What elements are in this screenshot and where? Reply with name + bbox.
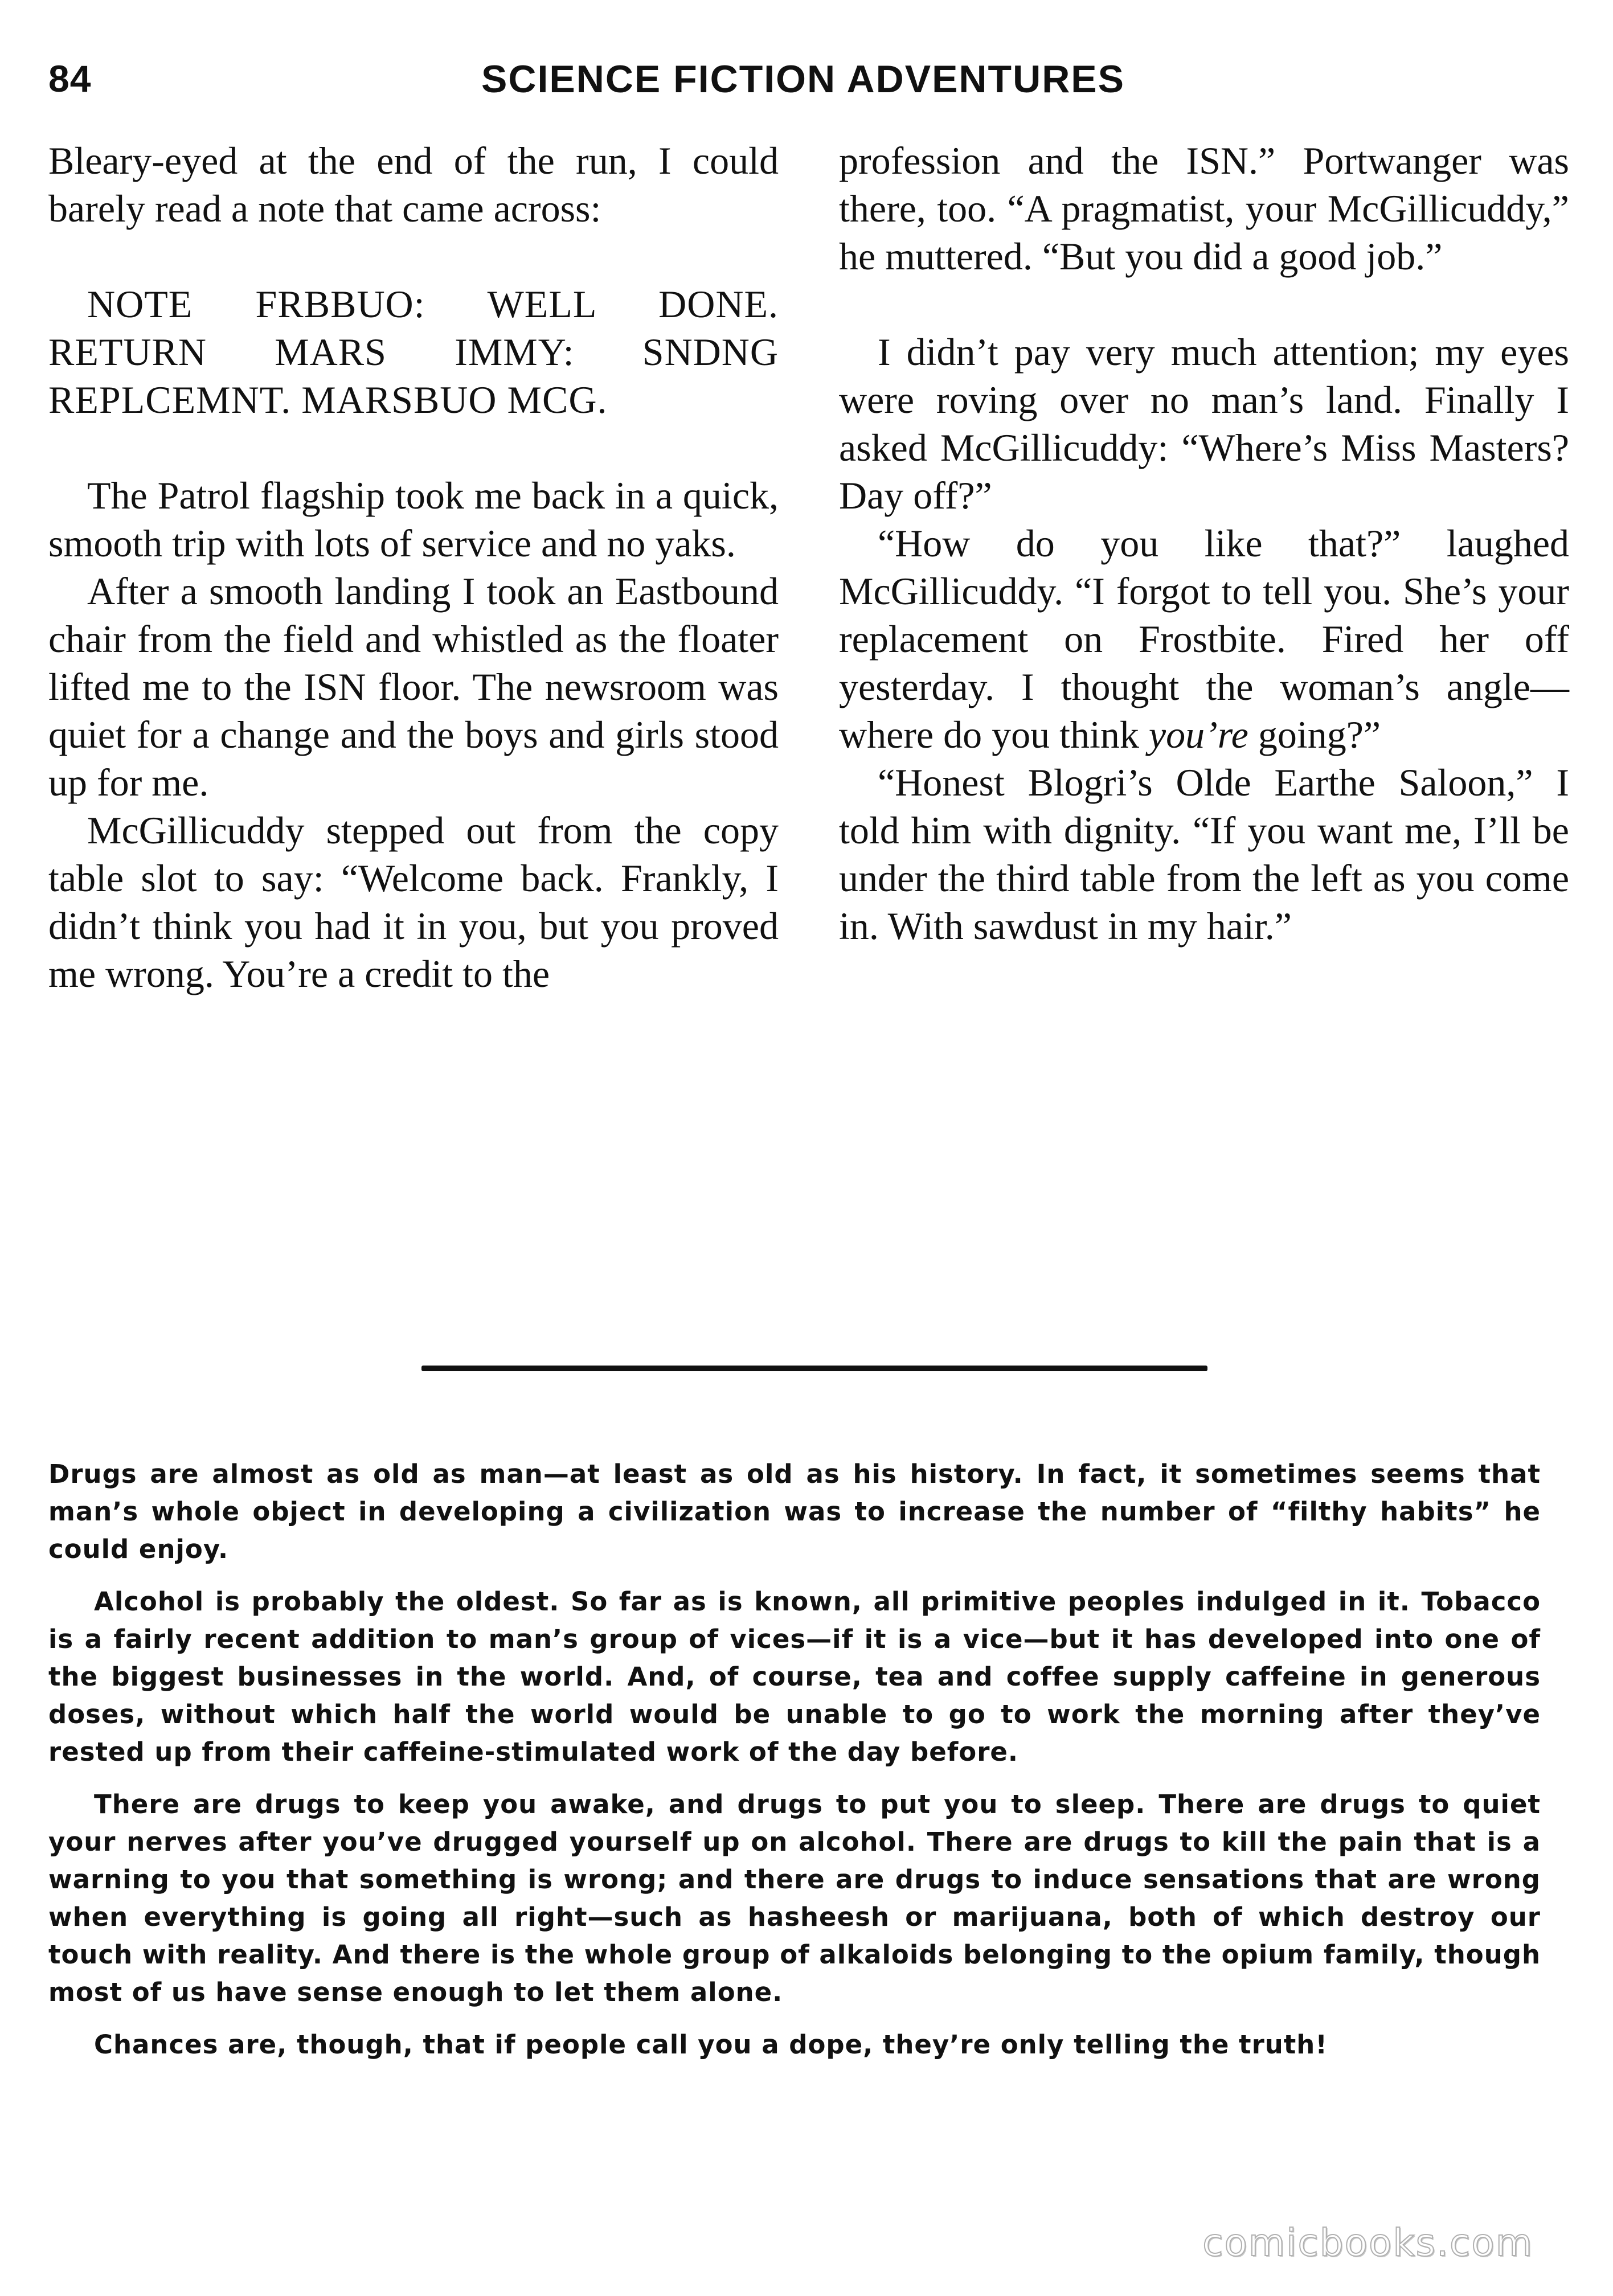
filler-paragraph: Alcohol is probably the oldest. So far as is known, all primitive peoples indulged in it. Tobacco is a fairly recent addition to man’s group of vices—if it is a vice—but it has developed into one of the biggest businesses in the world. And, of course, tea and coffee supply caffeine in generous doses, without which half the world would be unable to go to work the morning after they’ve rested up from their caffeine-stimulated work of the day before.: [48, 1586, 1541, 1767]
filler-paragraph: There are drugs to keep you awake, and drugs to put you to sleep. There are drugs to quiet your nerves after you’ve drugged yourself up on alcohol. There are drugs to kill the pain that is a warning to you that something is wrong; and there are drugs to induce sensations that are wrong when everything is going all right—such as hasheesh or marijuana, both of which destroy our touch with reality. And there is the whole group of alkaloids belonging to the opium family, though most of us have sense enough to let them alone.: [48, 1789, 1541, 2007]
italic-word: you’re: [1148, 713, 1248, 756]
filler-paragraph: Drugs are almost as old as man—at least as old as his history. In fact, it sometimes seems that man’s whole object in developing a civilization was to increase the number of “filthy habits” he could enjoy.: [48, 1459, 1541, 1564]
story-left-column: [48, 137, 779, 998]
telegram-note: NOTE FRBBUO: WELL DONE. RETURN MARS IMMY: SNDNG REPLCEMNT. MARSBUO MCG.: [48, 282, 779, 421]
story-text: going?”: [1248, 713, 1381, 756]
running-title: SCIENCE FICTION ADVENTURES: [481, 58, 1125, 101]
story-paragraph: Bleary-eyed at the end of the run, I could barely read a note that came across:: [48, 139, 779, 230]
story-paragraph: I didn’t pay very much attention; my eyes were roving over no man’s land. Finally I asked McGillicuddy: “Where’s Miss Masters? Day off?”: [839, 330, 1569, 517]
filler-paragraph: Chances are, though, that if people call you a dope, they’re only telling the truth!: [94, 2030, 1328, 2060]
story-paragraph: McGillicuddy stepped out from the copy table slot to say: “Welcome back. Frankly, I didn’t think you had it in you, but you proved me wrong. You’re a credit to the: [48, 809, 779, 995]
watermark: comicbooks.com: [1202, 2221, 1533, 2265]
story-paragraph: The Patrol flagship took me back in a quick, smooth trip with lots of service and no yaks.: [48, 474, 779, 565]
story-paragraph: profession and the ISN.” Portwanger was there, too. “A pragmatist, your McGillicuddy,” he muttered. “But you did a good job.”: [839, 139, 1569, 278]
story-paragraph: After a smooth landing I took an Eastbound chair from the field and whistled as the floater lifted me to the ISN floor. The newsroom was quiet for a change and the boys and girls stood up for me.: [48, 569, 779, 804]
page-number: 84: [48, 58, 92, 100]
story-right-column: [839, 137, 1569, 950]
section-divider: [421, 1366, 1207, 1371]
filler-article: [48, 1456, 1541, 2078]
story-columns: [48, 137, 1569, 1264]
story-text: “How do you like that?” laughed McGillicuddy. “I forgot to tell you. She’s your replacement on Frostbite. Fired her off yesterday. I thought the woman’s angle—where do you think: [839, 522, 1569, 756]
story-paragraph: “Honest Blogri’s Olde Earthe Saloon,” I told him with dignity. “If you want me, I’ll be under the third table from the left as you come in. With sawdust in my hair.”: [839, 761, 1569, 948]
story-paragraph: [839, 519, 1569, 758]
page-header: [48, 57, 1541, 120]
